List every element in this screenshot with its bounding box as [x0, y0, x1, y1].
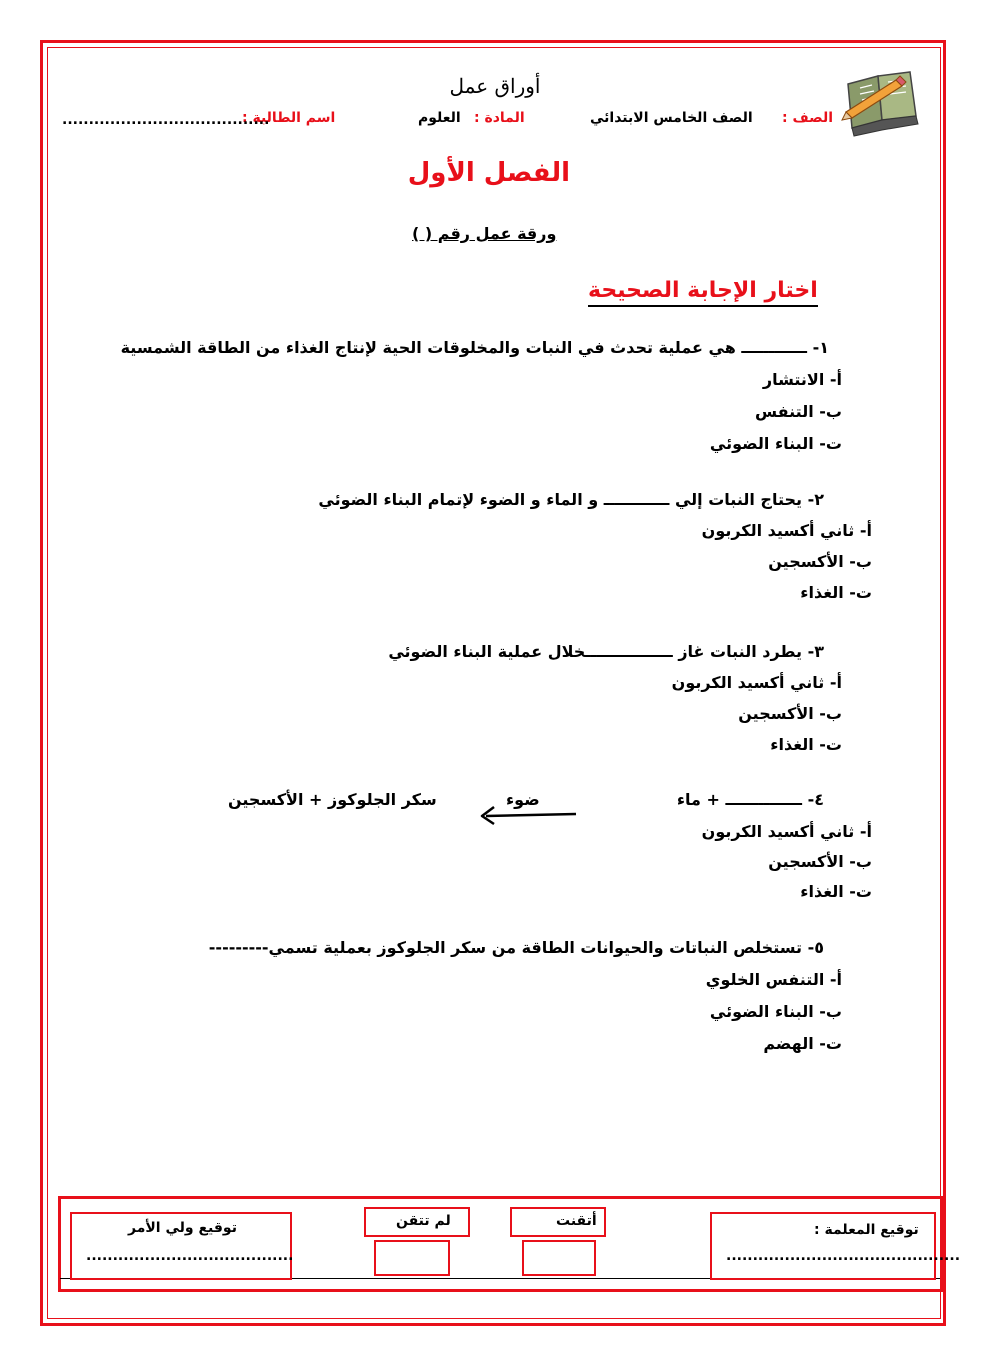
chapter-title: الفصل الأول: [407, 158, 570, 188]
q3-option-c[interactable]: ت- الغذاء: [770, 735, 842, 754]
subject-value: العلوم: [418, 110, 461, 126]
grade-value: الصف الخامس الابتدائي: [590, 110, 753, 126]
grade-label: الصف :: [782, 110, 833, 126]
parent-sign-field[interactable]: .......................................: [86, 1248, 294, 1264]
q2-option-b[interactable]: ب- الأكسجين: [768, 552, 872, 571]
q4-option-b[interactable]: ب- الأكسجين: [768, 852, 872, 871]
q2-option-c[interactable]: ت- الغذاء: [800, 583, 872, 602]
left-arrow-icon: [478, 804, 578, 826]
teacher-sign-label: توقيع المعلمة :: [814, 1222, 919, 1238]
q4-option-c[interactable]: ت- الغذاء: [800, 882, 872, 901]
q2-option-a[interactable]: أ- ثاني أكسيد الكربون: [701, 521, 872, 540]
q1-option-a[interactable]: أ- الانتشار: [762, 370, 842, 389]
parent-sign-label: توقيع ولي الأمر: [128, 1220, 237, 1236]
mastered-label: أتقنت: [556, 1213, 597, 1229]
instruction-heading: اختار الإجابة الصحيحة: [588, 278, 818, 307]
q1-option-c[interactable]: ت- البناء الضوئي: [709, 434, 842, 453]
q1-option-b[interactable]: ب- التنفس: [755, 402, 842, 421]
q4-option-a[interactable]: أ- ثاني أكسيد الكربون: [701, 822, 872, 841]
mastered-check-box[interactable]: [522, 1240, 596, 1276]
student-name-field[interactable]: .......................................: [62, 112, 270, 128]
subject-label: المادة :: [474, 110, 525, 126]
book-pencil-icon: [838, 62, 930, 140]
question-5: ٥- تستخلص النباتات والحيوانات الطاقة من سكر الجلوكوز بعملية تسمي---------: [208, 938, 824, 957]
q3-option-b[interactable]: ب- الأكسجين: [738, 704, 842, 723]
question-4: ٤- ــــــــــــــ + ماء: [676, 790, 824, 809]
question-3: ٣- يطرد النبات غاز ــــــــــــــــخلال عملية البناء الضوئي: [388, 642, 824, 661]
not-mastered-label: لم تتقن: [396, 1213, 451, 1229]
q5-option-b[interactable]: ب- البناء الضوئي: [709, 1002, 842, 1021]
worksheet-number: ورقة عمل رقم ( ): [412, 224, 557, 243]
not-mastered-check-box[interactable]: [374, 1240, 450, 1276]
products-label: سكر الجلوكوز + الأكسجين: [228, 790, 437, 809]
q5-option-a[interactable]: أ- التنفس الخلوي: [705, 970, 842, 989]
student-label: اسم الطالبة :: [242, 110, 336, 126]
page-title: أوراق عمل: [449, 74, 541, 98]
teacher-sign-field[interactable]: ............................................: [726, 1248, 961, 1264]
q5-option-c[interactable]: ت- الهضم: [763, 1034, 842, 1053]
question-2: ٢- يحتاج النبات إلي ــــــــــــ و الماء و الضوء لإتمام البناء الضوئي: [318, 490, 824, 509]
question-1: ١- ــــــــــــ هي عملية تحدث في النبات والمخلوقات الحية لإنتاج الغذاء من الطاقة الشمسية: [120, 338, 829, 357]
q3-option-a[interactable]: أ- ثاني أكسيد الكربون: [671, 673, 842, 692]
light-label: ضوء: [506, 790, 540, 809]
